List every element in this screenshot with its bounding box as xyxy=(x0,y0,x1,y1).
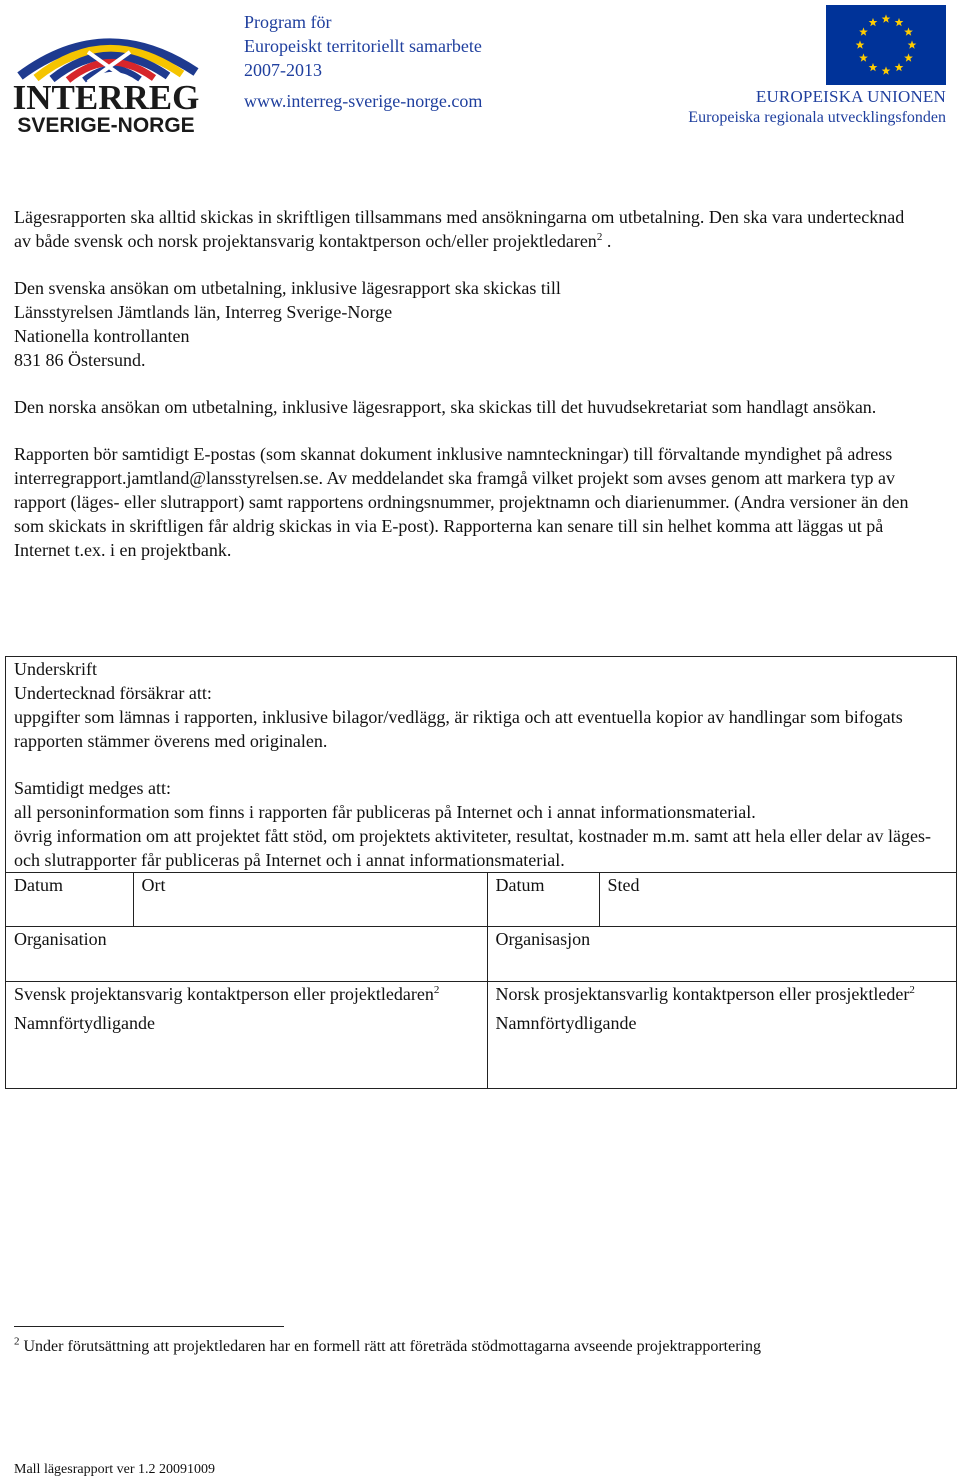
footnote-text: Under förutsättning att projektledaren har en formell rätt att företräda stödmottagarna avseende projektrapportering xyxy=(23,1338,761,1355)
interreg-arc-icon xyxy=(6,18,206,138)
paragraph-swedish-address: Den svenska ansökan om utbetalning, inklusive lägesrapport ska skickas till Länsstyrelsen Jämtlands län, Interreg Sverige-Norge Nationella kontrollanten 831 86 Östersund. xyxy=(14,278,561,370)
consent-2: övrig information om att projektet fått stöd, om projektets aktiviteter, resultat, kostnader m.m. samt att hela eller delar av läges- och slutrapporter får publiceras på Internet och i annat informationsmaterial. xyxy=(14,826,932,870)
eu-flag xyxy=(826,5,946,85)
eu-flag-icon xyxy=(826,5,946,85)
logo-top-word: INTERREG xyxy=(12,78,200,117)
place-sv-field[interactable]: Ort xyxy=(133,873,487,927)
footnote-divider xyxy=(14,1326,284,1327)
logo-bottom-word: SVERIGE-NORGE xyxy=(17,114,195,137)
footer-version: Mall lägesrapport ver 1.2 20091009 xyxy=(14,1462,216,1477)
footnote-ref: 2 xyxy=(596,231,603,243)
eu-caption xyxy=(688,87,946,129)
footnote xyxy=(14,1336,814,1358)
body-text xyxy=(14,205,914,585)
footnote-number: 2 xyxy=(14,1335,20,1348)
assure-label: Undertecknad försäkrar att: xyxy=(14,683,212,703)
program-line-1: Program för xyxy=(244,12,332,32)
signature-heading: Underskrift xyxy=(14,659,97,679)
contact-row xyxy=(6,982,956,1089)
name-no-label: Namnförtydligande xyxy=(495,1013,637,1033)
signature-grid xyxy=(6,872,956,1088)
program-heading xyxy=(244,10,482,113)
signature-section xyxy=(5,656,957,1089)
consent-label: Samtidigt medges att: xyxy=(14,778,171,798)
program-line-2: Europeiskt territoriellt samarbete xyxy=(244,36,482,56)
contact-no-field[interactable]: Norsk prosjektansvarlig kontaktperson eller prosjektleder$^2$ Namnförtydligande xyxy=(487,982,956,1089)
date-no-field[interactable]: Datum xyxy=(487,873,599,927)
org-sv-field[interactable]: Organisation xyxy=(6,927,487,982)
assure-text: uppgifter som lämnas i rapporten, inklusive bilagor/vedlägg, är riktiga och att eventuella kopior av handlingar som bifogats rapporten stämmer överens med originalen. xyxy=(14,707,903,751)
date-place-row xyxy=(6,873,956,927)
name-sv-label: Namnförtydligande xyxy=(14,1013,155,1033)
date-sv-field[interactable]: Datum xyxy=(6,873,133,927)
contact-sv-field[interactable]: Svensk projektansvarig kontaktperson eller projektledaren$^2$ Namnförtydligande xyxy=(6,982,487,1089)
consent-1: all personinformation som finns i rapporten får publiceras på Internet och i annat informationsmaterial. xyxy=(14,802,756,822)
eu-fund-label: Europeiska regionala utvecklingsfonden xyxy=(688,109,946,126)
place-no-field[interactable]: Sted xyxy=(599,873,956,927)
paragraph-norwegian: Den norska ansökan om utbetalning, inklusive lägesrapport, ska skickas till det huvudsekretariat som handlagt ansökan. xyxy=(14,397,877,417)
interreg-logo xyxy=(6,18,206,138)
eu-union-label: EUROPEISKA UNIONEN xyxy=(755,87,946,106)
program-line-3: 2007-2013 xyxy=(244,60,322,80)
org-no-field[interactable]: Organisasjon xyxy=(487,927,956,982)
organisation-row xyxy=(6,927,956,982)
paragraph-signing: Lägesrapporten ska alltid skickas in skriftligen tillsammans med ansökningarna om utbetalning. Den ska vara undertecknad av både svensk och norsk projektansvarig kontaktperson och/eller projektledaren$^2$ . xyxy=(14,207,905,251)
paragraph-email: Rapporten bör samtidigt E-postas (som skannat dokument inklusive namnteckningar) till förvaltande myndighet på adress interregrapport.jamtland@lansstyrelsen.se. Av meddelandet ska framgå vilket projekt som avses genom att markera typ av rapport (läges- eller slutrapport) samt rapportens ordningsnummer, projektnamn och diarienummer. (Andra versioner än den som skickats in skriftligen får aldrig skickas in via E-post). Rapporterna kan senare till sin helhet komma att läggas ut på Internet t.ex. i en projektbank. xyxy=(14,444,909,560)
website-link[interactable]: www.interreg-sverige-norge.com xyxy=(244,91,483,111)
